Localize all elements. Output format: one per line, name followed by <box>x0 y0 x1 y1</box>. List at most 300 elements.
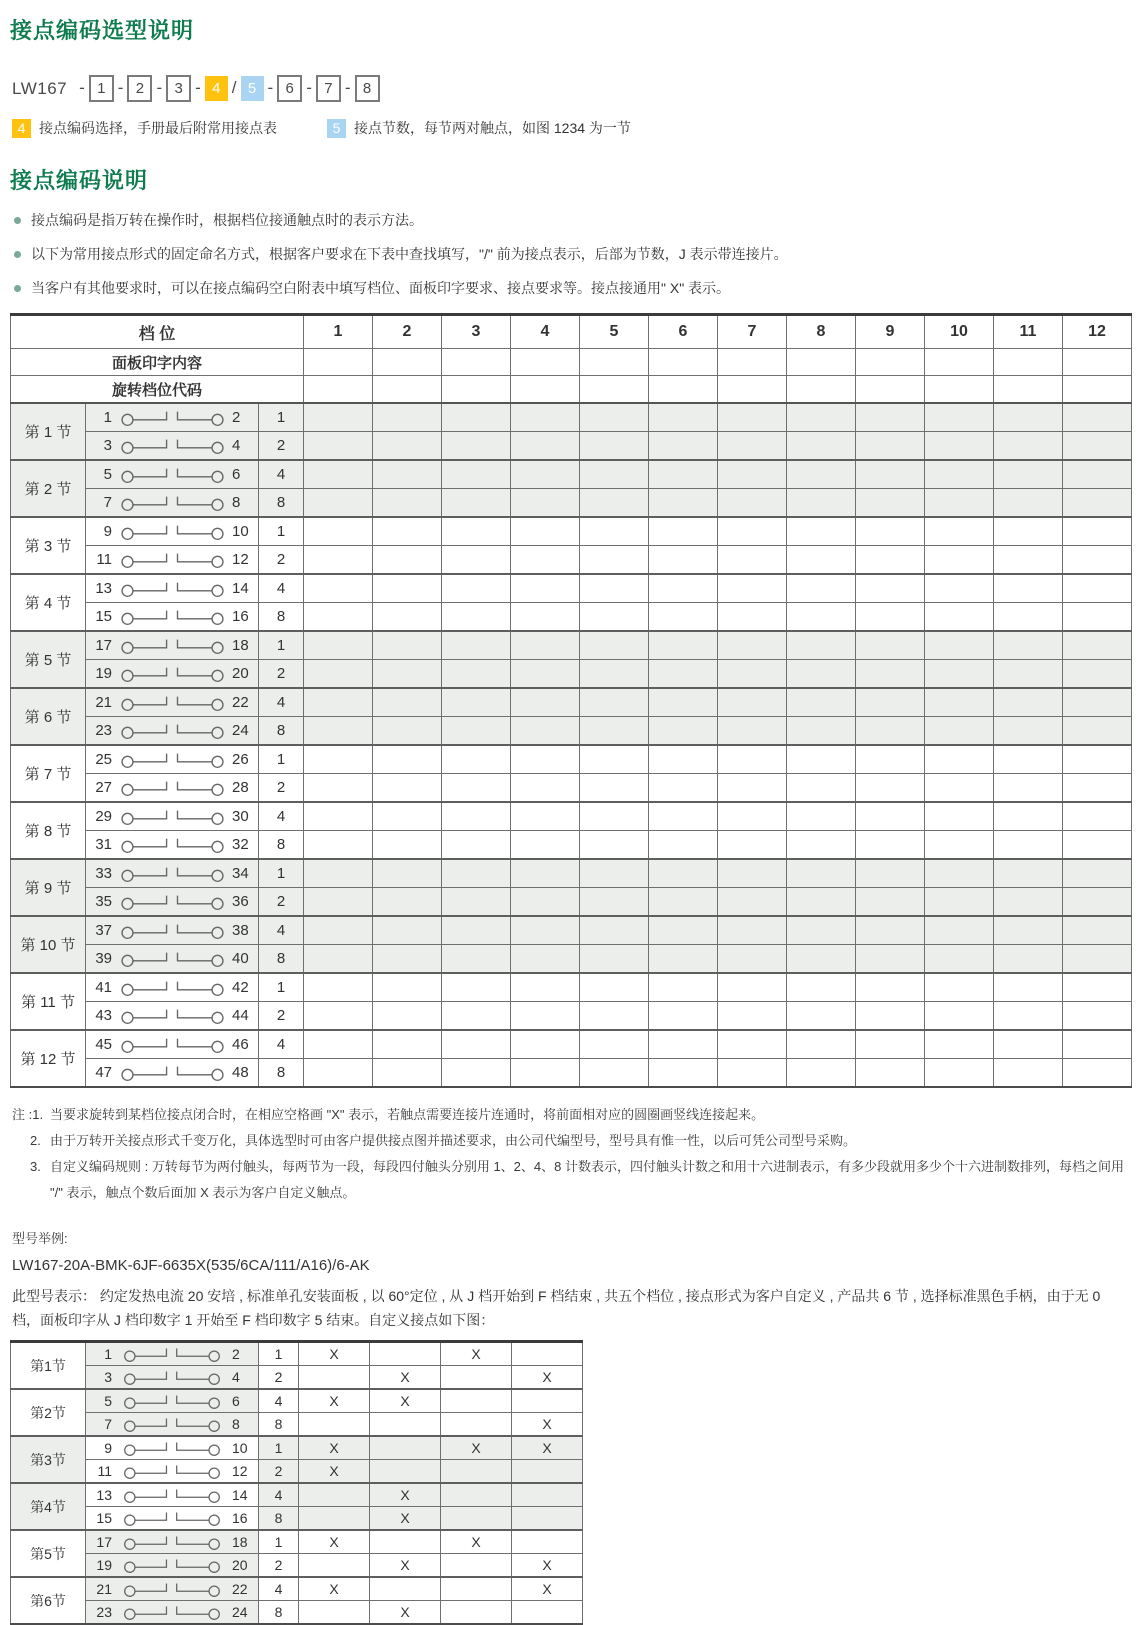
position-cell <box>580 460 649 489</box>
contact-cell <box>86 1059 259 1088</box>
position-cell <box>787 774 856 803</box>
position-cell <box>299 1507 370 1531</box>
position-cell <box>304 745 373 774</box>
contact-symbol-icon <box>120 750 225 770</box>
section-label: 第3节 <box>11 1436 86 1483</box>
position-cell <box>442 546 511 575</box>
position-cell <box>373 831 442 860</box>
position-cell <box>580 1030 649 1059</box>
contact-symbol-icon <box>120 607 225 627</box>
position-cell <box>994 916 1063 945</box>
note-item <box>12 1102 1132 1128</box>
position-cell <box>442 1002 511 1031</box>
note-text: 当要求旋转到某档位接点闭合时，在相应空格画 "X" 表示，若触点需要连接片连通时，将前面相对应的圆圈画竖线连接起来。 <box>50 1107 765 1122</box>
position-cell <box>511 1002 580 1031</box>
section-row <box>11 603 1132 632</box>
weight-code: 4 <box>259 1389 299 1413</box>
position-cell <box>304 460 373 489</box>
section-label: 第 7 节 <box>11 745 86 802</box>
position-cell <box>1063 859 1132 888</box>
position-cell <box>994 888 1063 917</box>
section-row <box>11 888 1132 917</box>
position-cell <box>925 574 994 603</box>
position-cell <box>994 688 1063 717</box>
terminal-number-left: 23 <box>95 722 112 739</box>
terminal-number-right: 12 <box>232 1463 248 1479</box>
position-cell <box>373 717 442 746</box>
terminal-number-left: 23 <box>96 1604 112 1620</box>
position-cell <box>580 859 649 888</box>
position-cell <box>856 1059 925 1088</box>
panel-print-cell <box>994 349 1063 376</box>
position-cell <box>787 1002 856 1031</box>
position-cell <box>442 660 511 689</box>
terminal-number-right: 6 <box>232 1393 240 1409</box>
contact-cell <box>86 1530 259 1554</box>
position-cell <box>441 1577 512 1601</box>
position-cell <box>441 1460 512 1484</box>
note-marker: 注 :1. <box>12 1107 44 1122</box>
terminal-number-left: 19 <box>95 665 112 682</box>
terminal-number-right: 38 <box>232 922 249 939</box>
position-cell <box>1063 603 1132 632</box>
position-cell <box>373 774 442 803</box>
position-cell <box>718 1002 787 1031</box>
position-cell <box>994 432 1063 461</box>
position-cell <box>441 1507 512 1531</box>
position-cell <box>442 1059 511 1088</box>
bullet-text: 当客户有其他要求时，可以在接点编码空白附表中填写档位、面板印字要求、接点要求等。接点接通用" X" 表示。 <box>31 280 731 296</box>
position-cell <box>718 574 787 603</box>
position-cell <box>373 546 442 575</box>
contact-symbol-icon <box>120 921 225 941</box>
bullet-list <box>12 211 1132 298</box>
rotary-code-cell <box>856 376 925 404</box>
position-cell <box>994 460 1063 489</box>
section-label: 第 3 节 <box>11 517 86 574</box>
position-cell <box>856 403 925 432</box>
contact-cell <box>86 603 259 632</box>
position-cell <box>442 888 511 917</box>
section-label: 第 8 节 <box>11 802 86 859</box>
position-cell <box>442 603 511 632</box>
section-row <box>11 774 1132 803</box>
contact-symbol-icon <box>123 1603 221 1622</box>
position-cell <box>511 831 580 860</box>
position-cell <box>856 859 925 888</box>
legend-item-5 <box>327 118 631 138</box>
position-cell <box>441 1413 512 1437</box>
position-cell <box>304 802 373 831</box>
terminal-number-right: 40 <box>232 950 249 967</box>
position-cell <box>856 631 925 660</box>
contact-symbol-icon <box>120 949 225 969</box>
position-cell <box>649 973 718 1002</box>
position-cell <box>511 460 580 489</box>
terminal-number-right: 28 <box>232 779 249 796</box>
mark-cell: X <box>512 1577 583 1601</box>
terminal-number-left: 43 <box>95 1007 112 1024</box>
panel-print-cell <box>856 349 925 376</box>
position-cell <box>511 802 580 831</box>
position-cell <box>442 574 511 603</box>
contact-symbol-icon <box>120 721 225 741</box>
custom-contact-table-body <box>11 1342 583 1625</box>
position-cell <box>442 489 511 518</box>
weight-code: 2 <box>259 774 304 803</box>
position-cell <box>580 489 649 518</box>
position-cell <box>718 432 787 461</box>
position-cell <box>925 717 994 746</box>
position-cell <box>580 1059 649 1088</box>
position-cell <box>649 432 718 461</box>
weight-code: 8 <box>259 945 304 974</box>
position-cell <box>511 1059 580 1088</box>
position-cell <box>1063 916 1132 945</box>
rotary-code-cell <box>304 376 373 404</box>
terminal-number-right: 42 <box>232 979 249 996</box>
terminal-number-left: 13 <box>96 1487 112 1503</box>
position-cell <box>511 574 580 603</box>
terminal-number-left: 7 <box>103 494 112 511</box>
weight-code: 8 <box>259 1413 299 1437</box>
terminal-number-right: 4 <box>232 1369 240 1385</box>
contact-cell <box>86 660 259 689</box>
position-cell <box>925 916 994 945</box>
section-row <box>11 1483 583 1507</box>
position-cell <box>994 1059 1063 1088</box>
position-cell <box>442 802 511 831</box>
position-cell <box>649 831 718 860</box>
position-cell <box>1063 1002 1132 1031</box>
position-cell <box>856 774 925 803</box>
position-cell <box>511 774 580 803</box>
contact-cell <box>86 717 259 746</box>
mark-cell: X <box>441 1436 512 1460</box>
model-box-8: 8 <box>355 75 380 102</box>
column-header: 8 <box>787 315 856 349</box>
position-cell <box>304 859 373 888</box>
position-cell <box>856 660 925 689</box>
position-cell <box>649 717 718 746</box>
position-cell <box>512 1601 583 1625</box>
section-row <box>11 1436 583 1460</box>
position-cell <box>373 432 442 461</box>
section-label: 第 4 节 <box>11 574 86 631</box>
position-cell <box>304 916 373 945</box>
position-cell <box>718 517 787 546</box>
contact-cell <box>86 574 259 603</box>
terminal-number-right: 18 <box>232 637 249 654</box>
position-cell <box>649 631 718 660</box>
position-cell <box>442 831 511 860</box>
position-cell <box>580 631 649 660</box>
weight-code: 1 <box>259 517 304 546</box>
section-row <box>11 1366 583 1390</box>
contact-cell <box>86 888 259 917</box>
position-cell <box>511 973 580 1002</box>
weight-code: 2 <box>259 660 304 689</box>
position-cell <box>718 631 787 660</box>
terminal-number-left: 3 <box>104 1369 112 1385</box>
section-row <box>11 660 1132 689</box>
position-cell <box>304 403 373 432</box>
terminal-number-right: 18 <box>232 1534 248 1550</box>
weight-code: 2 <box>259 1460 299 1484</box>
position-cell <box>580 574 649 603</box>
rotary-code-cell <box>511 376 580 404</box>
terminal-number-left: 11 <box>96 551 112 568</box>
position-cell <box>1063 802 1132 831</box>
terminal-number-right: 36 <box>232 893 249 910</box>
terminal-number-left: 31 <box>95 836 112 853</box>
position-cell <box>580 546 649 575</box>
section-row <box>11 1413 583 1437</box>
contact-cell <box>86 1389 259 1413</box>
mark-cell: X <box>441 1530 512 1554</box>
position-cell <box>511 688 580 717</box>
contact-symbol-icon <box>120 1035 225 1055</box>
contact-cell <box>86 489 259 518</box>
model-separator: - <box>306 78 312 97</box>
model-boxes <box>75 75 379 102</box>
contact-symbol-icon <box>120 1006 225 1026</box>
position-cell <box>1063 631 1132 660</box>
position-cell <box>718 1030 787 1059</box>
column-header: 5 <box>580 315 649 349</box>
position-cell <box>787 717 856 746</box>
rotary-code-cell <box>718 376 787 404</box>
position-cell <box>649 517 718 546</box>
weight-code: 4 <box>259 1577 299 1601</box>
position-cell <box>718 460 787 489</box>
section-row <box>11 1002 1132 1031</box>
position-cell <box>511 432 580 461</box>
contact-symbol-icon <box>123 1533 221 1552</box>
terminal-number-right: 24 <box>232 1604 248 1620</box>
column-header: 7 <box>718 315 787 349</box>
position-cell <box>373 1059 442 1088</box>
section-label: 第 6 节 <box>11 688 86 745</box>
position-cell <box>649 603 718 632</box>
terminal-number-right: 20 <box>232 665 249 682</box>
terminal-number-right: 14 <box>232 580 249 597</box>
mark-cell: X <box>299 1460 370 1484</box>
position-cell <box>442 717 511 746</box>
contact-cell <box>86 1601 259 1625</box>
position-cell <box>649 688 718 717</box>
terminal-number-left: 7 <box>104 1416 112 1432</box>
panel-print-cell <box>925 349 994 376</box>
position-cell <box>299 1601 370 1625</box>
bullet-item <box>12 279 1132 298</box>
position-cell <box>787 745 856 774</box>
terminal-number-left: 5 <box>104 1393 112 1409</box>
position-cell <box>649 1030 718 1059</box>
contact-cell <box>86 1030 259 1059</box>
position-cell <box>718 745 787 774</box>
position-cell <box>787 631 856 660</box>
position-cell <box>787 1030 856 1059</box>
contact-cell <box>86 631 259 660</box>
weight-code: 2 <box>259 1366 299 1390</box>
position-cell <box>304 688 373 717</box>
weight-code: 8 <box>259 489 304 518</box>
position-cell <box>718 1059 787 1088</box>
terminal-number-left: 3 <box>103 437 112 454</box>
position-cell <box>1063 745 1132 774</box>
position-cell <box>787 403 856 432</box>
position-cell <box>925 831 994 860</box>
bullet-dot-icon <box>14 285 21 292</box>
position-cell <box>1063 574 1132 603</box>
mark-cell: X <box>299 1389 370 1413</box>
position-cell <box>925 517 994 546</box>
contact-symbol-icon <box>123 1556 221 1575</box>
column-header: 12 <box>1063 315 1132 349</box>
section-row <box>11 717 1132 746</box>
terminal-number-left: 39 <box>95 950 112 967</box>
contact-symbol-icon <box>123 1462 221 1481</box>
section-row <box>11 1342 583 1366</box>
position-cell <box>787 603 856 632</box>
rotary-code-cell <box>373 376 442 404</box>
section-row <box>11 1554 583 1578</box>
mark-cell: X <box>370 1554 441 1578</box>
terminal-number-left: 5 <box>103 466 112 483</box>
gear-header: 档 位 <box>11 315 304 349</box>
terminal-number-left: 33 <box>95 865 112 882</box>
position-cell <box>442 631 511 660</box>
contact-symbol-icon <box>120 550 225 570</box>
position-cell <box>994 774 1063 803</box>
position-cell <box>994 717 1063 746</box>
position-cell <box>304 831 373 860</box>
position-cell <box>994 546 1063 575</box>
position-cell <box>718 660 787 689</box>
mark-cell: X <box>299 1342 370 1366</box>
position-cell <box>373 688 442 717</box>
terminal-number-right: 22 <box>232 694 249 711</box>
bullet-item <box>12 211 1132 230</box>
contact-cell <box>86 1460 259 1484</box>
position-cell <box>718 802 787 831</box>
position-cell <box>511 546 580 575</box>
panel-print-cell <box>442 349 511 376</box>
position-cell <box>512 1460 583 1484</box>
position-cell <box>370 1530 441 1554</box>
position-cell <box>925 1002 994 1031</box>
position-cell <box>994 802 1063 831</box>
section-label: 第 9 节 <box>11 859 86 916</box>
example-model-number: LW167-20A-BMK-6JF-6635X(535/6CA/111/A16)/6-AK <box>12 1257 370 1274</box>
position-cell <box>304 888 373 917</box>
weight-code: 1 <box>259 403 304 432</box>
section-row <box>11 489 1132 518</box>
model-separator: / <box>231 78 237 97</box>
column-header: 1 <box>304 315 373 349</box>
section-row <box>11 574 1132 603</box>
terminal-number-left: 37 <box>95 922 112 939</box>
position-cell <box>856 603 925 632</box>
panel-print-cell <box>718 349 787 376</box>
contact-cell <box>86 1554 259 1578</box>
panel-print-cell <box>511 349 580 376</box>
section-label: 第 5 节 <box>11 631 86 688</box>
example-description: 此型号表示： 约定发热电流 20 安培 , 标准单孔安装面板 , 以 60°定位 , 从 J 档开始到 F 档结束 , 共五个档位 , 接点形式为客户自定义 , 产品共 6 节 , 选择标准黑色手柄，由于无 0 档，面板印字从 J 档印数字 1 开始至 F 档印数字 5 结束。自定义接点如下图： <box>12 1288 1101 1328</box>
position-cell <box>373 489 442 518</box>
position-cell <box>299 1413 370 1437</box>
section-row <box>11 1507 583 1531</box>
contact-cell <box>86 802 259 831</box>
note-text: 由于万转开关接点形式千变万化，具体选型时可由客户提供接点图并描述要求，由公司代编型号，型号具有惟一性，以后可凭公司型号采购。 <box>50 1133 857 1148</box>
column-header: 11 <box>994 315 1063 349</box>
panel-print-cell <box>580 349 649 376</box>
position-cell <box>718 888 787 917</box>
weight-code: 1 <box>259 859 304 888</box>
weight-code: 1 <box>259 1342 299 1366</box>
column-header: 9 <box>856 315 925 349</box>
position-cell <box>856 517 925 546</box>
section-label: 第 10 节 <box>11 916 86 973</box>
example-block <box>12 1228 1132 1332</box>
position-cell <box>856 802 925 831</box>
position-cell <box>994 489 1063 518</box>
terminal-number-right: 22 <box>232 1581 248 1597</box>
legend-item-4 <box>12 118 277 138</box>
contact-cell <box>86 1483 259 1507</box>
contact-cell <box>86 1002 259 1031</box>
position-cell <box>925 546 994 575</box>
position-cell <box>442 403 511 432</box>
note-item <box>12 1128 1132 1154</box>
terminal-number-right: 44 <box>232 1007 249 1024</box>
position-cell <box>511 660 580 689</box>
position-cell <box>787 460 856 489</box>
position-cell <box>718 717 787 746</box>
terminal-number-right: 20 <box>232 1557 248 1573</box>
position-cell <box>925 973 994 1002</box>
position-cell <box>580 973 649 1002</box>
terminal-number-right: 2 <box>232 409 241 426</box>
position-cell <box>718 774 787 803</box>
position-cell <box>925 403 994 432</box>
section-label: 第4节 <box>11 1483 86 1530</box>
position-cell <box>856 432 925 461</box>
column-header: 2 <box>373 315 442 349</box>
terminal-number-left: 45 <box>95 1036 112 1053</box>
mark-cell: X <box>512 1366 583 1390</box>
position-cell <box>925 1059 994 1088</box>
position-cell <box>649 403 718 432</box>
model-box-3: 3 <box>166 75 191 102</box>
position-cell <box>373 574 442 603</box>
panel-print-cell <box>1063 349 1132 376</box>
position-cell <box>994 603 1063 632</box>
position-cell <box>512 1389 583 1413</box>
terminal-number-right: 24 <box>232 722 249 739</box>
weight-code: 4 <box>259 916 304 945</box>
rotary-code-cell <box>649 376 718 404</box>
terminal-number-right: 48 <box>232 1064 249 1081</box>
position-cell <box>649 1059 718 1088</box>
position-cell <box>373 1002 442 1031</box>
position-cell <box>787 831 856 860</box>
position-cell <box>994 1002 1063 1031</box>
page-title: 接点编码选型说明 <box>10 18 195 43</box>
contact-symbol-icon <box>120 465 225 485</box>
position-cell <box>787 688 856 717</box>
